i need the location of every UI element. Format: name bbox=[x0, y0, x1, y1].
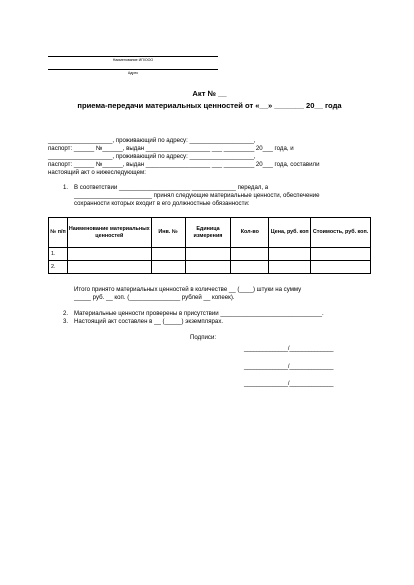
item2-text: Материальные ценности проверены в присутствии ______________________________. bbox=[74, 310, 324, 317]
item3-number: 3. bbox=[63, 318, 69, 325]
signature-line-1: ______________/______________ bbox=[244, 346, 334, 352]
table-header-row bbox=[49, 218, 371, 248]
table-row bbox=[49, 261, 371, 274]
col-header-qty: Кол-во bbox=[231, 218, 269, 248]
row-number: 2. bbox=[49, 261, 68, 274]
total-line-1: Итого принято материальных ценностей в количестве __ (____) штуки на сумму bbox=[74, 286, 302, 293]
parties-line-5: настоящий акт о нижеследующем: bbox=[48, 169, 146, 176]
signatures-title: Подписи: bbox=[190, 334, 217, 341]
item1-line-3: сохранности которых входит в его должностные обязанности: bbox=[74, 200, 250, 207]
parties-line-2: паспорт: ______ №______, выдан ___________________ ___ _________ 20___ года, и bbox=[48, 145, 294, 152]
parties-line-4: паспорт: ______ №______, выдан ___________________ ___ _________ 20___ года, составили bbox=[48, 161, 320, 168]
item1-number: 1. bbox=[63, 184, 69, 191]
total-line-2: _____ руб. __ коп. (_______________ рублей __ копеек). bbox=[74, 294, 235, 301]
org-caption: Наименование ИП/ООО bbox=[112, 58, 154, 62]
parties-line-1: ___________________, проживающий по адресу: ___________________, bbox=[48, 137, 256, 144]
col-header-num: № п/п bbox=[49, 218, 68, 248]
col-header-cost: Стоимость, руб. коп. bbox=[311, 218, 371, 248]
act-subtitle: приема-передачи материальных ценностей от «__» _______ 20__ года bbox=[77, 101, 342, 110]
col-header-unit: Единица измерения bbox=[185, 218, 231, 248]
item3-text: Настоящий акт составлен в __ (_____) экземплярах. bbox=[74, 318, 224, 325]
col-header-price: Цена, руб. коп bbox=[269, 218, 311, 248]
parties-line-3: ___________________, проживающий по адресу: ___________________, bbox=[48, 153, 256, 160]
address-caption: Адрес bbox=[127, 71, 139, 75]
item1-line-1: В соответствии _____________________ _____________ передал, а bbox=[74, 184, 269, 191]
table-row bbox=[49, 248, 371, 261]
signature-line-2: ______________/______________ bbox=[244, 364, 334, 370]
org-name-line bbox=[48, 56, 218, 57]
col-header-name: Наименование материальных ценностей bbox=[67, 218, 151, 248]
act-title: Акт № __ bbox=[192, 89, 227, 98]
item1-line-2: _______________________ принял следующие материальные ценности, обеспечение bbox=[74, 192, 320, 199]
signature-line-3: ______________/______________ bbox=[244, 381, 334, 387]
valuables-table bbox=[48, 217, 371, 274]
col-header-inv: Инв. № bbox=[151, 218, 185, 248]
item2-number: 2. bbox=[63, 310, 69, 317]
row-number: 1. bbox=[49, 248, 68, 261]
address-line bbox=[48, 69, 218, 70]
